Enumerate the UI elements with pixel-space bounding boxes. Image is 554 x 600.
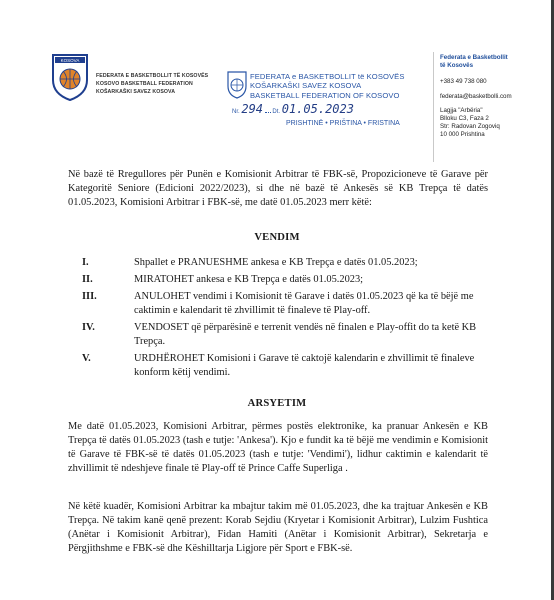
decision-item-text: Shpallet e PRANUESHME ankesa e KB Trepça e datës 01.05.2023; [134, 257, 418, 268]
contact-org-line: Federata e Basketbollit [440, 54, 508, 61]
decision-item-number: IV. [82, 322, 95, 333]
decision-item [82, 321, 492, 349]
org-name-line: FEDERATA E BASKETBOLLIT TË KOSOVËS [96, 73, 209, 79]
decision-heading: VENDIM [254, 232, 300, 243]
contact-address-line: Str: Radovan Zogoviq [440, 123, 500, 131]
decision-item-number: I. [82, 257, 89, 268]
contact-address-line: Lagjja "Arbëria" [440, 106, 483, 114]
decision-item [82, 256, 492, 270]
decision-item-text: ANULOHET vendimi i Komisionit të Garave i datës 01.05.2023 që ka të bëjë me caktimin e kalendarit të zhvillimit të finaleve të Play-off. [134, 291, 474, 316]
stamp-number-value: 294 [241, 102, 264, 116]
intro-paragraph: Në bazë të Rregullores për Punën e Komisionit Arbitrar të FBK-së, Propozicioneve të Garave për Kategoritë Seniore (Edicioni 2022/2023), si dhe në bazë të Ankesës së KB Trepça të datës 01.05.2023, Komisioni Arbitrar i FBK-së, me datë 01.05.2023 merr këtë: [68, 169, 488, 208]
contact-block [440, 54, 512, 140]
stamp-line: BASKETBALL FEDERATION OF KOSOVO [250, 90, 400, 100]
decision-item-number: III. [82, 291, 97, 302]
contact-phone: +383 49 738 080 [440, 78, 487, 86]
reasoning-heading: ARSYETIM [247, 398, 307, 409]
decision-item-text: VENDOSET që përparësinë e terrenit vendës në finalen e Play-offit do ta ketë KB Trepça. [134, 322, 477, 347]
reasoning-paragraph: Në këtë kuadër, Komisioni Arbitrar ka mbajtur takim më 01.05.2023, dhe ka trajtuar Ankesën e KB Trepça. Në takim kanë qenë prezent: Korab Sejdiu (Kryetar i Komisionit Arbitrar), Lulzim Fushtica (Anëtar i Komisionit Arbitrar), Fidan Hamiti (Anëtar i Komisionit Arbitrar), Sekretarja e Përgjithshme e FBK-së dhe Këshilltarja Ligjore për Sport e FBK-së. [68, 501, 488, 554]
contact-address-line: Blloku C3, Faza 2 [440, 115, 489, 123]
contact-address-line: 10 000 Prishtina [440, 131, 485, 139]
stamp-number-date [232, 102, 354, 116]
reasoning-paragraph: Me datë 01.05.2023, Komisioni Arbitrar, përmes postës elektronike, ka pranuar Ankesën e KB Trepça të datës 01.05.2023 (tash e tutje: 'Ankesa'). Kjo e fundit ka të bëjë me vendimin e Komisionit të Garave të FBK-së të datës 01.05.2023 (tash e tutje: 'Vendimi'), lidhur caktimin e kalendarit të zhvillimit të ndeshjeve finale të Play-off të Prince Caffe Superliga . [68, 421, 488, 474]
stamp-line: FEDERATA e BASKETBOLLIT të KOSOVËS [250, 72, 405, 81]
contact-email: federata@basketbolli.com [440, 92, 512, 100]
stamp-date-value: 01.05.2023 [281, 102, 354, 116]
contact-org-line: të Kosovës [440, 62, 474, 70]
stamp-logo-icon [226, 70, 248, 100]
stamp-org-lines [250, 72, 404, 100]
contact-divider [433, 52, 434, 162]
decision-item [82, 290, 492, 318]
fbk-logo-icon [50, 52, 90, 102]
org-name-line: KOSOVO BASKETBALL FEDERATION [96, 81, 193, 87]
decision-item [82, 273, 492, 287]
stamp-date-label: Dt. [272, 109, 281, 115]
org-name-block [96, 72, 208, 96]
decision-item-text: URDHËROHET Komisioni i Garave të caktojë kalendarin e zhvillimit të finaleve konform këtij vendimi. [134, 353, 475, 378]
decision-item-number: V. [82, 353, 91, 364]
svg-text:KOSOVA: KOSOVA [60, 58, 80, 63]
stamp-line: KOŠARKAŠKI SAVEZ KOSOVA [250, 81, 362, 91]
registry-stamp [226, 70, 405, 136]
stamp-place: PRISHTINË • PRIŠTINA • FRISTINA [286, 120, 400, 127]
decision-item-number: II. [82, 274, 93, 285]
decision-item-text: MIRATOHET ankesa e KB Trepça e datës 01.05.2023; [134, 274, 364, 285]
org-name-line: KOŠARKAŠKI SAVEZ KOSOVA [96, 89, 176, 95]
decision-item [82, 352, 492, 380]
stamp-number-label: Nr. [232, 109, 240, 115]
